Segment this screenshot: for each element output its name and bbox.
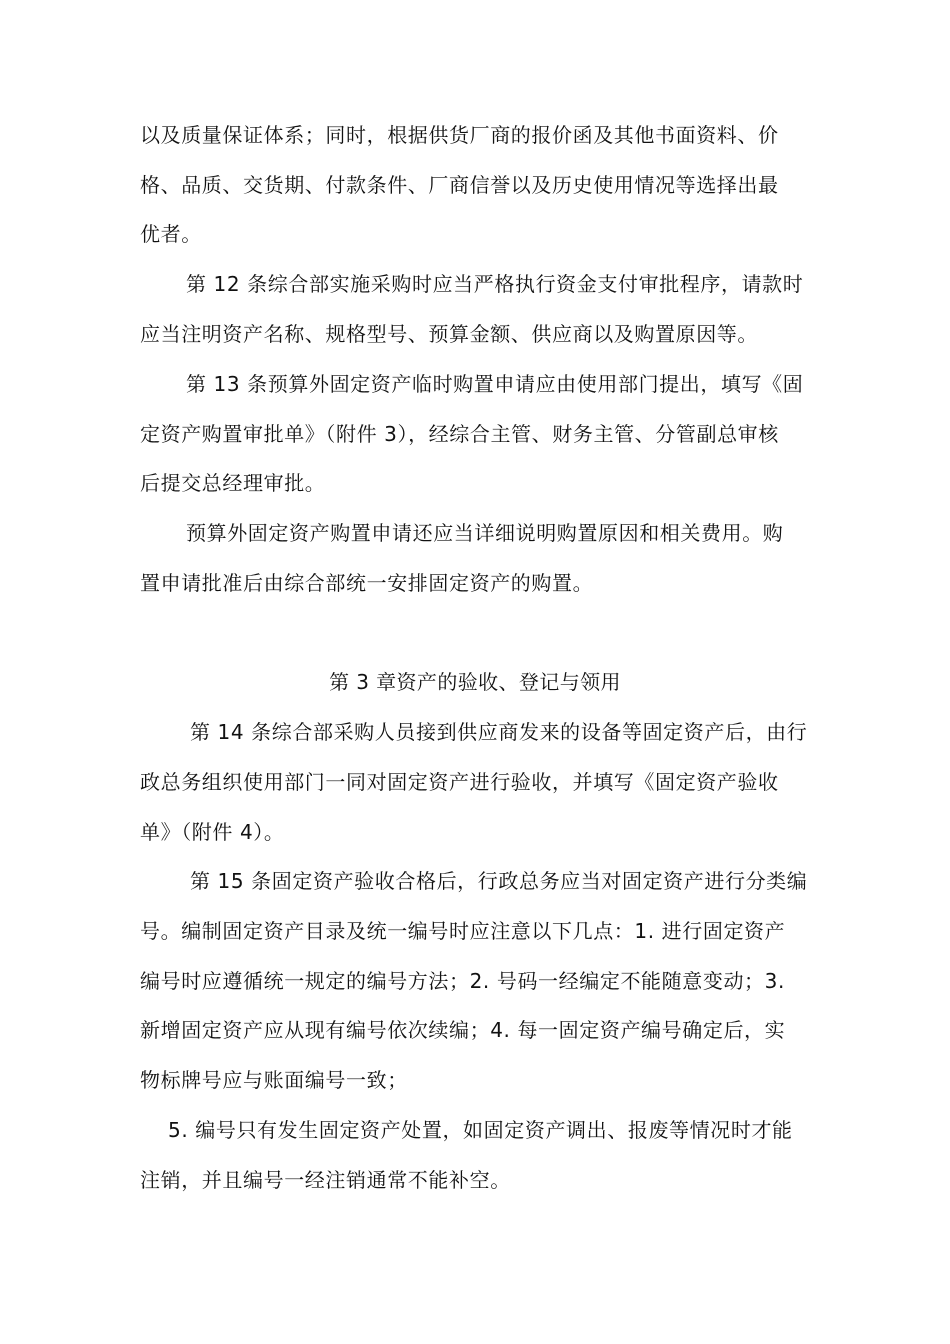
paragraph-line: 第 15 条固定资产验收合格后，行政总务应当对固定资产进行分类编: [190, 869, 808, 893]
paragraph-line: 新增固定资产应从现有编号依次续编；4. 每一固定资产编号确定后，实: [140, 1018, 786, 1042]
paragraph-line: 预算外固定资产购置申请还应当详细说明购置原因和相关费用。购: [186, 521, 784, 545]
paragraph-line: 优者。: [140, 222, 202, 246]
paragraph-line: 物标牌号应与账面编号一致；: [140, 1068, 408, 1092]
paragraph-line: 置申请批准后由综合部统一安排固定资产的购置。: [140, 571, 594, 595]
paragraph-line: 号。编制固定资产目录及统一编号时应注意以下几点：1. 进行固定资产: [140, 919, 786, 943]
paragraph-line: 格、品质、交货期、付款条件、厂商信誉以及历史使用情况等选择出最: [140, 173, 779, 197]
paragraph-line: 后提交总经理审批。: [140, 471, 326, 495]
paragraph-line: 第 14 条综合部采购人员接到供应商发来的设备等固定资产后，由行: [190, 720, 808, 744]
paragraph-line: 5. 编号只有发生固定资产处置，如固定资产调出、报废等情况时才能: [168, 1118, 793, 1142]
paragraph-line: 应当注明资产名称、规格型号、预算金额、供应商以及购置原因等。: [140, 322, 758, 346]
paragraph-line: 单》（附件 4）。: [140, 820, 285, 844]
paragraph-line: 第 12 条综合部实施采购时应当严格执行资金支付审批程序，请款时: [186, 272, 804, 296]
paragraph-line: 以及质量保证体系；同时，根据供货厂商的报价函及其他书面资料、价: [140, 123, 779, 147]
paragraph-line: 编号时应遵循统一规定的编号方法；2. 号码一经编定不能随意变动；3.: [140, 969, 785, 993]
paragraph-line: 第 13 条预算外固定资产临时购置申请应由使用部门提出，填写《固: [186, 372, 804, 396]
paragraph-line: 定资产购置审批单》（附件 3），经综合主管、财务主管、分管副总审核: [140, 422, 779, 446]
paragraph-line: 政总务组织使用部门一同对固定资产进行验收，并填写《固定资产验收: [140, 770, 779, 794]
paragraph-line: 注销，并且编号一经注销通常不能补空。: [140, 1168, 511, 1192]
chapter-heading: 第 3 章资产的验收、登记与领用: [329, 670, 621, 694]
